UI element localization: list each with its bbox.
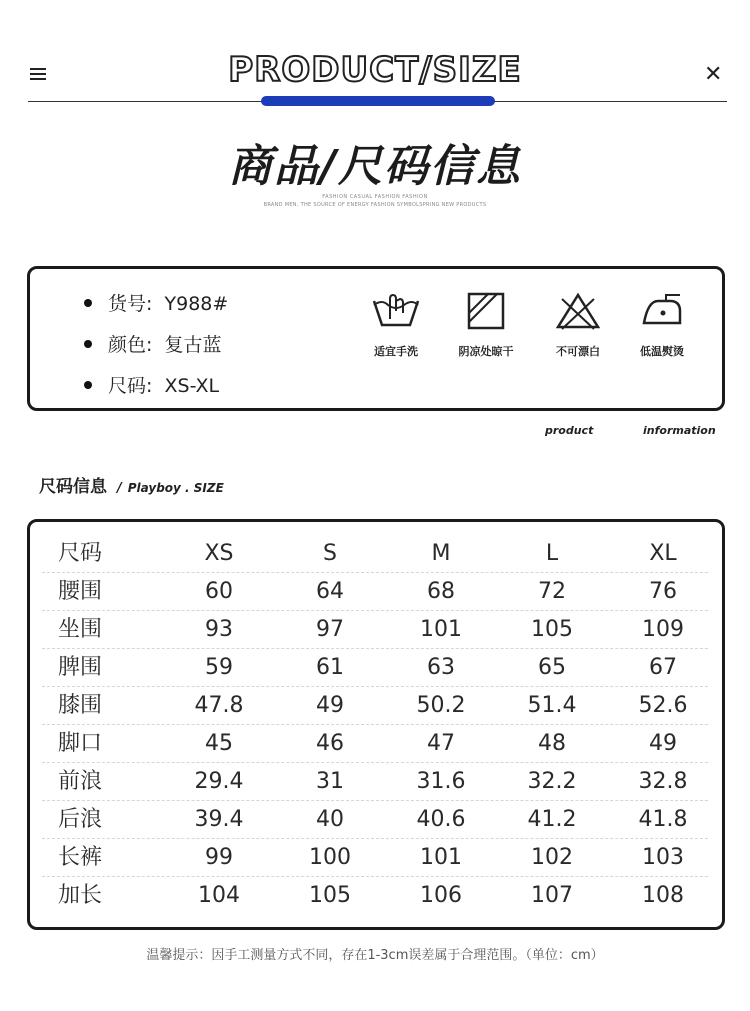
hand-wash-icon: [370, 291, 422, 331]
care-label: 低温熨烫: [640, 345, 684, 358]
table-cell: 105: [531, 617, 573, 642]
table-cell: 76: [649, 579, 677, 604]
row-label-cell: 脚口: [58, 731, 103, 756]
table-cell: 104: [198, 883, 240, 908]
table-cell: 72: [538, 579, 566, 604]
table-cell: 60: [205, 579, 233, 604]
table-cell: 41.8: [638, 807, 688, 832]
row-label-cell: 腰围: [58, 579, 103, 604]
table-header-cell: XS: [204, 541, 234, 566]
table-cell: 31: [316, 769, 344, 794]
row-label-cell: 后浪: [58, 807, 103, 832]
info-label: 货号:: [108, 293, 153, 315]
table-cell: 52.6: [638, 693, 688, 718]
table-cell: 59: [205, 655, 233, 680]
table-cell: 64: [316, 579, 344, 604]
table-cell: 40.6: [416, 807, 466, 832]
size-table: [27, 519, 725, 930]
table-cell: 100: [309, 845, 351, 870]
low-temp-iron-icon: [636, 291, 688, 331]
product-info-box: [27, 266, 725, 411]
table-cell: 49: [649, 731, 677, 756]
info-value: XS-XL: [164, 375, 220, 397]
table-cell: 48: [538, 731, 566, 756]
table-cell: 101: [420, 845, 462, 870]
page-title: PRODUCT/SIZE: [228, 50, 522, 90]
dry-in-shade-icon: [460, 291, 512, 331]
close-icon[interactable]: ✕: [704, 62, 723, 87]
table-row: [42, 839, 708, 877]
table-row: [42, 763, 708, 801]
table-cell: 47: [427, 731, 455, 756]
table-cell: 45: [205, 731, 233, 756]
table-cell: 107: [531, 883, 573, 908]
table-cell: 50.2: [416, 693, 466, 718]
table-cell: 63: [427, 655, 455, 680]
table-cell: 101: [420, 617, 462, 642]
info-value: Y988#: [164, 293, 229, 315]
tag-product: product: [545, 424, 594, 437]
table-cell: 47.8: [194, 693, 244, 718]
table-header-cell: L: [545, 541, 559, 566]
row-label-cell: 加长: [58, 883, 103, 908]
table-cell: 46: [316, 731, 344, 756]
table-cell: 32.2: [527, 769, 577, 794]
bullet-icon: [84, 340, 92, 348]
info-item-sku: [84, 289, 228, 316]
row-label-cell: 膝围: [58, 693, 103, 718]
row-label-cell: 脾围: [58, 655, 103, 680]
subtitle-line-2: BRAND MEN, THE SOURCE OF ENERGY FASHION SYMBOLSPRING NEW PRODUCTS: [263, 202, 487, 208]
table-cell: 41.2: [527, 807, 577, 832]
table-cell: 29.4: [194, 769, 244, 794]
table-header-cell: 尺码: [58, 541, 103, 566]
row-label-cell: 前浪: [58, 769, 103, 794]
size-heading: [39, 472, 224, 497]
section-title: 商品/尺码信息: [227, 141, 523, 192]
size-heading-en: Playboy . SIZE: [127, 481, 224, 495]
table-row: [42, 687, 708, 725]
table-header-cell: S: [323, 541, 337, 566]
table-cell: 49: [316, 693, 344, 718]
table-cell: 93: [205, 617, 233, 642]
table-cell: 97: [316, 617, 344, 642]
accent-bar: [261, 96, 495, 106]
table-header-cell: XL: [649, 541, 677, 566]
care-item-low-iron: [622, 291, 702, 359]
table-cell: 31.6: [416, 769, 466, 794]
table-cell: 40: [316, 807, 344, 832]
care-item-hand-wash: [356, 291, 436, 359]
tag-information: information: [643, 424, 716, 437]
table-cell: 108: [642, 883, 684, 908]
table-cell: 61: [316, 655, 344, 680]
info-item-color: [84, 330, 222, 357]
table-row: [42, 725, 708, 763]
table-row: [42, 611, 708, 649]
row-label-cell: 坐围: [58, 617, 103, 642]
table-cell: 39.4: [194, 807, 244, 832]
table-cell: 51.4: [527, 693, 577, 718]
table-cell: 103: [642, 845, 684, 870]
no-bleach-icon: [552, 291, 604, 331]
table-cell: 109: [642, 617, 684, 642]
care-item-no-bleach: [538, 291, 618, 359]
table-row: [42, 649, 708, 687]
table-cell: 68: [427, 579, 455, 604]
table-cell: 65: [538, 655, 566, 680]
table-header-row: [42, 535, 708, 573]
table-cell: 106: [420, 883, 462, 908]
table-cell: 99: [205, 845, 233, 870]
table-cell: 105: [309, 883, 351, 908]
bullet-icon: [84, 381, 92, 389]
table-cell: 32.8: [638, 769, 688, 794]
care-label: 阴凉处晾干: [458, 345, 514, 358]
row-label-cell: 长裤: [58, 845, 103, 870]
info-value: 复古蓝: [164, 334, 222, 356]
info-label: 颜色:: [108, 334, 153, 356]
size-heading-separator: /: [117, 481, 122, 496]
care-label: 不可漂白: [556, 345, 600, 358]
table-row: [42, 801, 708, 839]
footnote: 温馨提示：因手工测量方式不同，存在1-3cm误差属于合理范围。（单位：cm）: [146, 948, 604, 963]
info-label: 尺码:: [108, 375, 153, 397]
table-cell: 102: [531, 845, 573, 870]
info-item-size: [84, 371, 219, 398]
subtitle-line-1: FASHION CASUAL FASHION FASHION: [322, 194, 428, 200]
size-heading-label: 尺码信息: [39, 477, 107, 497]
bullet-icon: [84, 299, 92, 307]
table-cell: 67: [649, 655, 677, 680]
care-label: 适宜手洗: [374, 345, 418, 358]
table-header-cell: M: [431, 541, 451, 566]
table-row: [42, 573, 708, 611]
table-row: [42, 877, 708, 915]
care-item-dry-shade: [446, 291, 526, 359]
